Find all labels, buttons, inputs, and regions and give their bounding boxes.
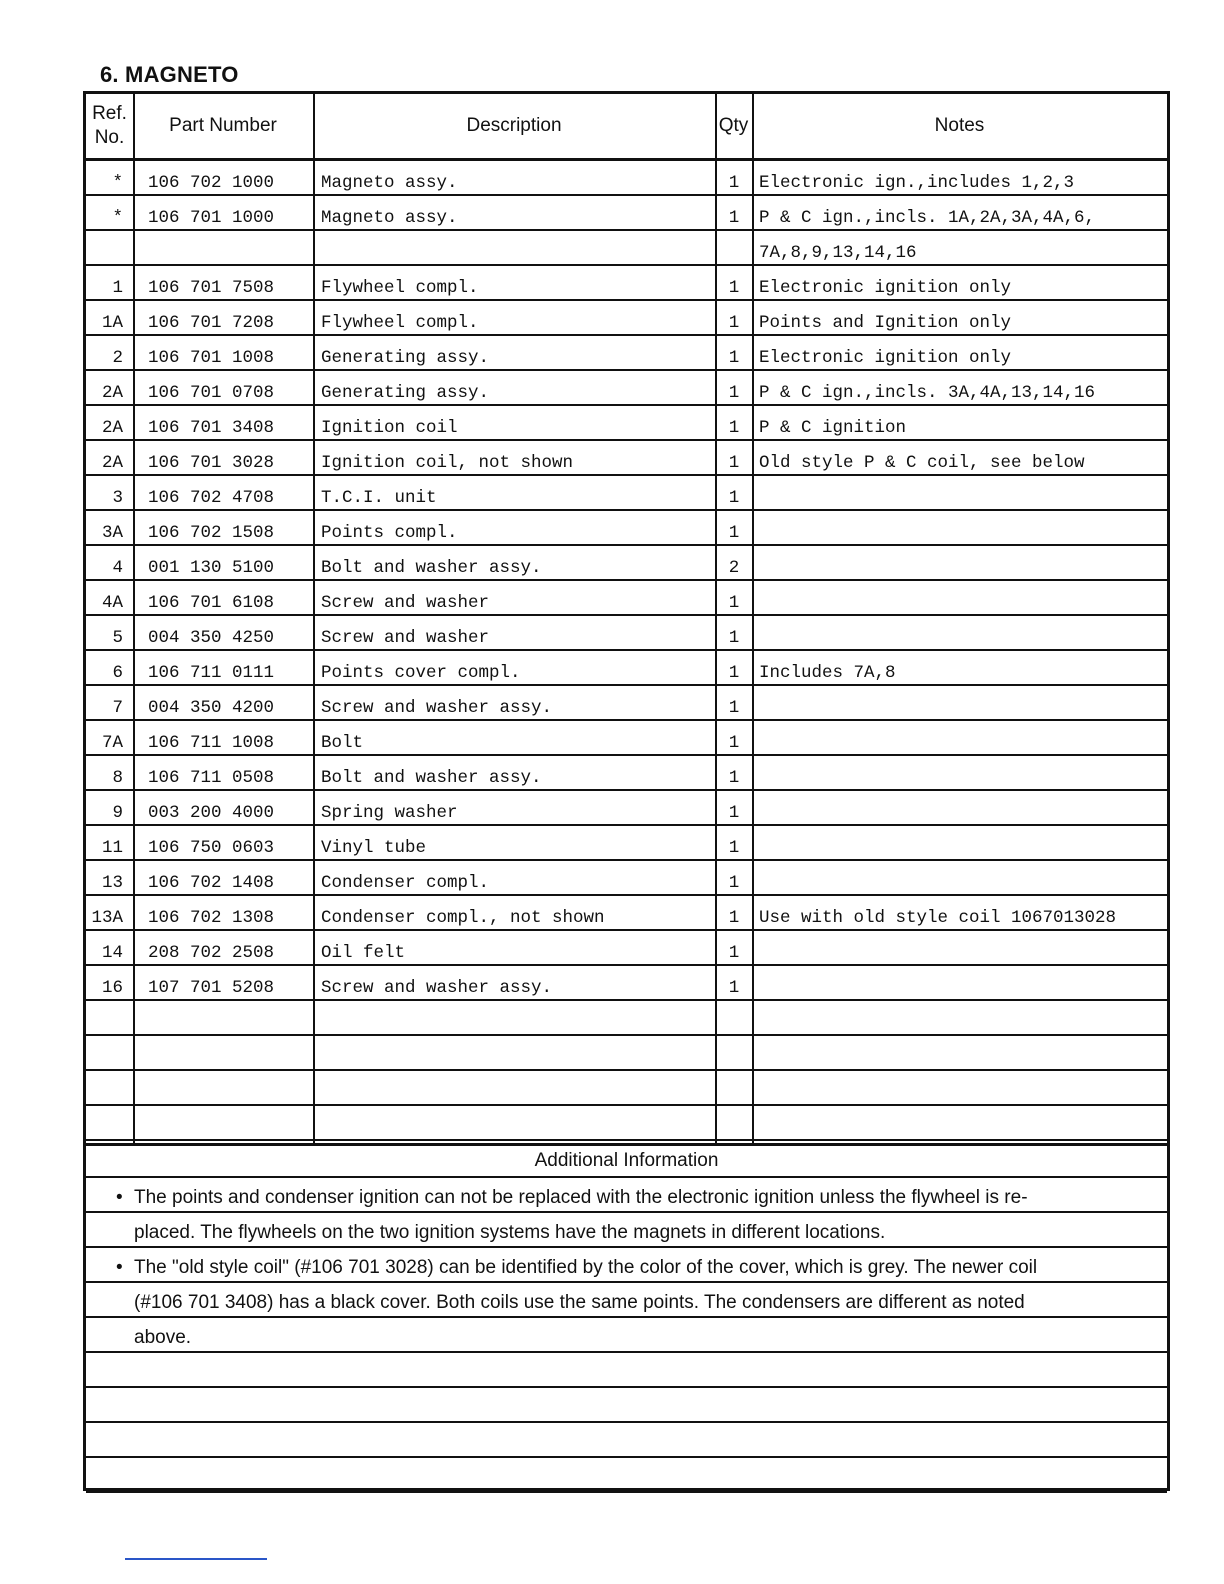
notes-cell: [759, 826, 1169, 859]
bullet-icon: •: [116, 1257, 123, 1278]
qty-cell: 1: [728, 418, 740, 438]
header-ref: Ref. No.: [86, 94, 133, 161]
part-number-cell: 106 702 1308: [148, 908, 275, 928]
qty-cell: 1: [728, 978, 740, 998]
qty-cell: 1: [728, 768, 740, 788]
ref-cell: 13A: [91, 908, 123, 928]
qty-cell: 1: [728, 523, 740, 543]
parts-table: [83, 91, 1170, 1491]
description-cell: Spring washer: [321, 803, 458, 823]
ref-cell: 2A: [101, 418, 123, 438]
description-cell: Oil felt: [321, 943, 406, 963]
qty-cell: 1: [728, 453, 740, 473]
table-row: [86, 301, 1167, 336]
part-number-cell: 106 701 1000: [148, 208, 275, 228]
description-cell: T.C.I. unit: [321, 488, 437, 508]
qty-cell: 1: [728, 838, 740, 858]
qty-cell: 1: [728, 663, 740, 683]
qty-cell: 1: [728, 278, 740, 298]
description-cell: Ignition coil, not shown: [321, 453, 574, 473]
qty-cell: 1: [728, 208, 740, 228]
notes-cell: [759, 1106, 1169, 1139]
page-title: 6. MAGNETO: [100, 62, 239, 87]
additional-info-line: [86, 1213, 1167, 1248]
qty-cell: 1: [728, 803, 740, 823]
description-cell: [321, 1106, 711, 1139]
qty-cell: 1: [728, 628, 740, 648]
ref-cell: 7: [112, 698, 123, 718]
description-cell: [321, 1036, 711, 1069]
additional-info-line: [86, 1318, 1167, 1353]
table-row: [86, 231, 1167, 266]
qty-cell: 1: [728, 488, 740, 508]
notes-cell: Old style P & C coil, see below: [759, 453, 1085, 473]
table-row: [86, 266, 1167, 301]
description-cell: Screw and washer: [321, 593, 490, 613]
table-row: [86, 196, 1167, 231]
table-row: [86, 966, 1167, 1001]
notes-cell: [759, 966, 1169, 999]
notes-cell: [759, 1001, 1169, 1034]
description-cell: Condenser compl.: [321, 873, 490, 893]
header-qty: Qty: [715, 94, 752, 161]
additional-info-line: [86, 1353, 1167, 1388]
qty-cell: 1: [728, 873, 740, 893]
table-row: [86, 476, 1167, 511]
qty-cell: 1: [728, 908, 740, 928]
header-description: Description: [313, 94, 715, 161]
part-number-cell: 106 701 3408: [148, 418, 275, 438]
description-cell: [321, 1001, 711, 1034]
part-number-cell: 106 702 1000: [148, 173, 275, 193]
table-row: [86, 511, 1167, 546]
description-cell: Points cover compl.: [321, 663, 521, 683]
description-cell: Magneto assy.: [321, 208, 458, 228]
description-cell: Bolt and washer assy.: [321, 558, 542, 578]
ref-cell: [86, 1001, 131, 1034]
part-number-cell: 106 711 0111: [148, 663, 275, 683]
table-row: [86, 651, 1167, 686]
notes-cell: [759, 756, 1169, 789]
description-cell: Screw and washer assy.: [321, 698, 553, 718]
part-number-cell: 004 350 4200: [148, 698, 275, 718]
description-cell: Generating assy.: [321, 383, 490, 403]
ref-cell: 3: [112, 488, 123, 508]
description-cell: [321, 231, 711, 264]
additional-info-line: [86, 1388, 1167, 1423]
additional-info-text: above.: [134, 1327, 192, 1348]
notes-cell: Points and Ignition only: [759, 313, 1012, 333]
ref-cell: 7A: [101, 733, 123, 753]
ref-cell: 1A: [101, 313, 123, 333]
ref-cell: [86, 231, 131, 264]
additional-info-line: [86, 1283, 1167, 1318]
part-number-cell: 107 701 5208: [148, 978, 275, 998]
additional-info-line: [86, 1458, 1167, 1493]
bullet-icon: •: [116, 1187, 123, 1208]
additional-info-line: [86, 1423, 1167, 1458]
ref-cell: 14: [101, 943, 123, 963]
ref-cell: 1: [112, 278, 123, 298]
notes-cell: [759, 686, 1169, 719]
table-row: [86, 1001, 1167, 1036]
part-number-cell: 106 701 7508: [148, 278, 275, 298]
qty-cell: 1: [728, 733, 740, 753]
part-number-cell: 106 701 3028: [148, 453, 275, 473]
part-number-cell: [148, 231, 308, 264]
notes-cell: Electronic ignition only: [759, 348, 1012, 368]
part-number-cell: 106 702 1508: [148, 523, 275, 543]
ref-cell: [86, 1106, 131, 1139]
additional-info-text: The points and condenser ignition can not be replaced with the electronic ignition unless the flywheel is re-: [134, 1187, 1028, 1208]
part-number-cell: [148, 1106, 308, 1139]
notes-cell: [759, 511, 1169, 544]
description-cell: Screw and washer: [321, 628, 490, 648]
table-row: [86, 1071, 1167, 1106]
ref-cell: 8: [112, 768, 123, 788]
header-part-number: Part Number: [133, 94, 313, 161]
table-row: [86, 581, 1167, 616]
qty-cell: [716, 1001, 752, 1034]
table-row: [86, 546, 1167, 581]
qty-cell: 1: [728, 313, 740, 333]
notes-cell: [759, 616, 1169, 649]
description-cell: Ignition coil: [321, 418, 458, 438]
table-row: [86, 371, 1167, 406]
qty-cell: 1: [728, 943, 740, 963]
ref-cell: 4A: [101, 593, 123, 613]
part-number-cell: 106 702 1408: [148, 873, 275, 893]
description-cell: Generating assy.: [321, 348, 490, 368]
ref-cell: 4: [112, 558, 123, 578]
qty-cell: 1: [728, 593, 740, 613]
notes-cell: P & C ignition: [759, 418, 907, 438]
ref-cell: 5: [112, 628, 123, 648]
notes-cell: Includes 7A,8: [759, 663, 896, 683]
part-number-cell: 106 701 7208: [148, 313, 275, 333]
additional-info-title: Additional Information: [86, 1143, 1167, 1178]
notes-cell: [759, 546, 1169, 579]
notes-cell: [759, 861, 1169, 894]
part-number-cell: [148, 1071, 308, 1104]
table-row: [86, 441, 1167, 476]
part-number-cell: [148, 1001, 308, 1034]
notes-cell: Use with old style coil 1067013028: [759, 908, 1117, 928]
ref-cell: [86, 1071, 131, 1104]
qty-cell: [716, 1106, 752, 1139]
notes-cell: [759, 931, 1169, 964]
header-notes: Notes: [752, 94, 1167, 161]
ref-cell: 9: [112, 803, 123, 823]
additional-info-line: [86, 1178, 1167, 1213]
notes-cell: Electronic ign.,includes 1,2,3: [759, 173, 1075, 193]
ref-cell: 2A: [101, 383, 123, 403]
description-cell: Bolt: [321, 733, 364, 753]
table-row: [86, 161, 1167, 196]
part-number-cell: 004 350 4250: [148, 628, 275, 648]
notes-cell: [759, 1071, 1169, 1104]
description-cell: Bolt and washer assy.: [321, 768, 542, 788]
part-number-cell: 003 200 4000: [148, 803, 275, 823]
part-number-cell: [148, 1036, 308, 1069]
notes-cell: 7A,8,9,13,14,16: [759, 243, 917, 263]
notes-cell: [759, 721, 1169, 754]
ref-cell: 16: [101, 978, 123, 998]
table-row: [86, 896, 1167, 931]
description-cell: Flywheel compl.: [321, 278, 479, 298]
qty-cell: 2: [728, 558, 740, 578]
notes-cell: [759, 476, 1169, 509]
qty-cell: 1: [728, 698, 740, 718]
description-cell: Points compl.: [321, 523, 458, 543]
table-row: [86, 406, 1167, 441]
additional-info-text: The "old style coil" (#106 701 3028) can be identified by the color of the cover, which is grey. The newer coil: [134, 1257, 1038, 1278]
notes-cell: [759, 581, 1169, 614]
part-number-cell: 106 701 0708: [148, 383, 275, 403]
description-cell: Screw and washer assy.: [321, 978, 553, 998]
table-row: [86, 336, 1167, 371]
table-row: [86, 791, 1167, 826]
description-cell: Flywheel compl.: [321, 313, 479, 333]
ref-cell: 11: [101, 838, 123, 858]
notes-cell: P & C ign.,incls. 1A,2A,3A,4A,6,: [759, 208, 1096, 228]
qty-cell: [716, 1071, 752, 1104]
ref-cell: *: [112, 173, 123, 193]
ref-cell: *: [112, 208, 123, 228]
notes-cell: P & C ign.,incls. 3A,4A,13,14,16: [759, 383, 1096, 403]
ref-cell: [86, 1036, 131, 1069]
table-row: [86, 1036, 1167, 1071]
notes-cell: [759, 791, 1169, 824]
part-number-cell: 208 702 2508: [148, 943, 275, 963]
table-row: [86, 616, 1167, 651]
part-number-cell: 106 711 1008: [148, 733, 275, 753]
ref-cell: 13: [101, 873, 123, 893]
table-row: [86, 1106, 1167, 1141]
ref-cell: 2: [112, 348, 123, 368]
qty-cell: [716, 1036, 752, 1069]
table-row: [86, 931, 1167, 966]
description-cell: Magneto assy.: [321, 173, 458, 193]
additional-info-line: [86, 1248, 1167, 1283]
description-cell: Condenser compl., not shown: [321, 908, 605, 928]
part-number-cell: 106 701 6108: [148, 593, 275, 613]
table-row: [86, 756, 1167, 791]
part-number-cell: 106 701 1008: [148, 348, 275, 368]
part-number-cell: 106 711 0508: [148, 768, 275, 788]
table-row: [86, 826, 1167, 861]
part-number-cell: 106 750 0603: [148, 838, 275, 858]
notes-cell: Electronic ignition only: [759, 278, 1012, 298]
additional-info-text: placed. The flywheels on the two ignition systems have the magnets in different locations.: [134, 1222, 886, 1243]
description-cell: Vinyl tube: [321, 838, 427, 858]
ref-cell: 6: [112, 663, 123, 683]
qty-cell: 1: [728, 348, 740, 368]
ref-cell: 2A: [101, 453, 123, 473]
qty-cell: 1: [728, 173, 740, 193]
footer-rule: [125, 1558, 267, 1560]
table-row: [86, 861, 1167, 896]
description-cell: [321, 1071, 711, 1104]
additional-info-text: (#106 701 3408) has a black cover. Both coils use the same points. The condensers are different as noted: [134, 1292, 1025, 1313]
notes-cell: [759, 1036, 1169, 1069]
part-number-cell: 106 702 4708: [148, 488, 275, 508]
qty-cell: 1: [728, 383, 740, 403]
table-row: [86, 721, 1167, 756]
qty-cell: [716, 231, 752, 264]
table-row: [86, 686, 1167, 721]
ref-cell: 3A: [101, 523, 123, 543]
part-number-cell: 001 130 5100: [148, 558, 275, 578]
